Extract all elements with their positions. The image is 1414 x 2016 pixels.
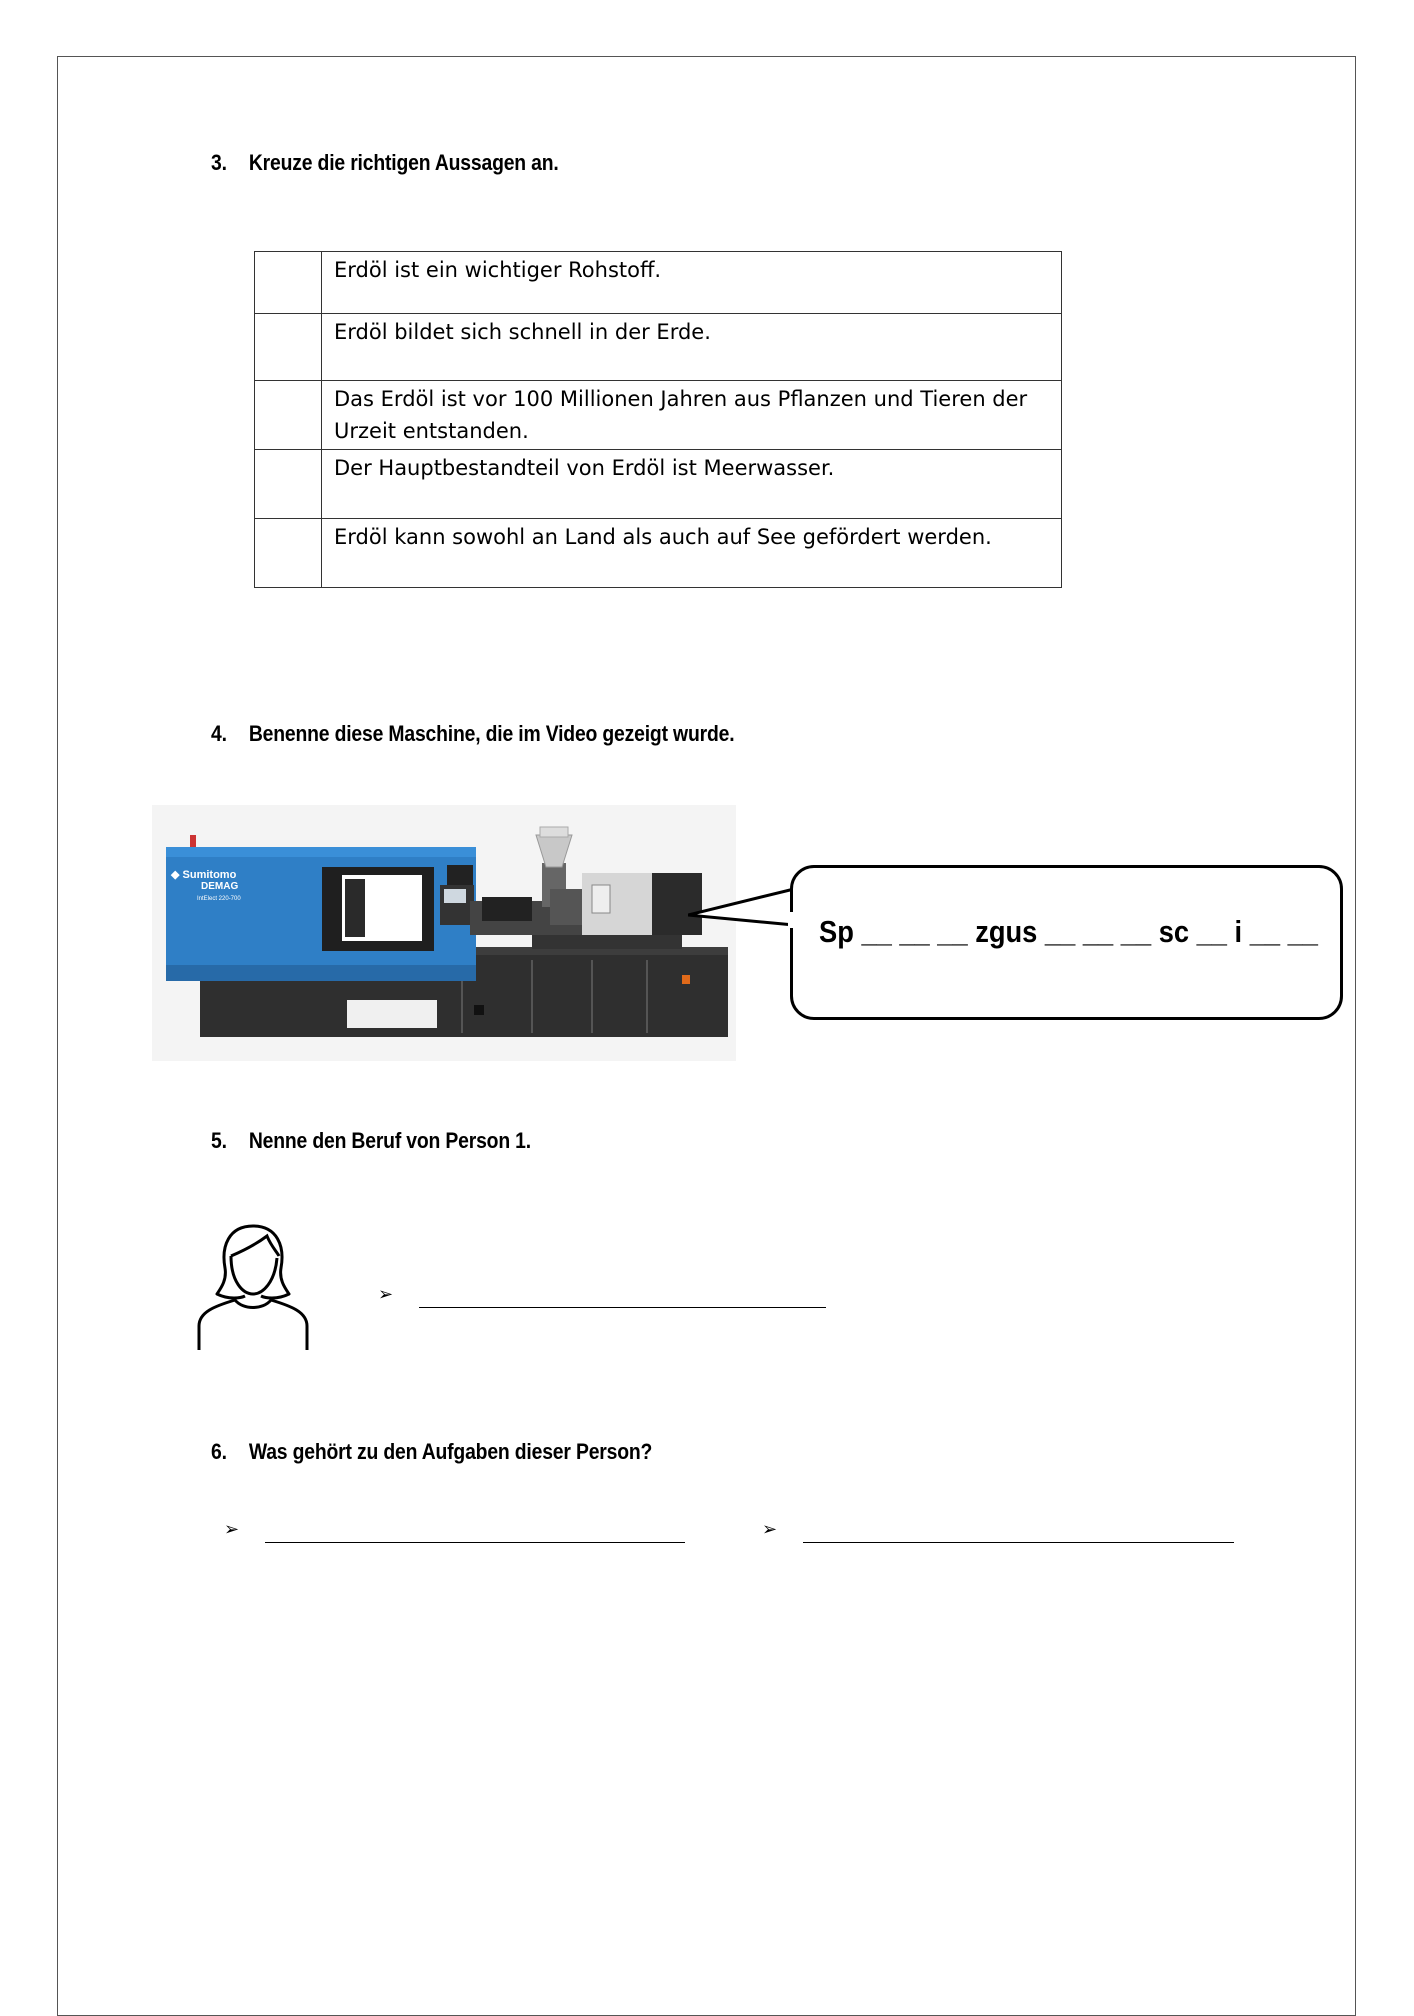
question-number: 4. xyxy=(211,721,227,746)
statements-table xyxy=(254,251,1062,588)
statement-text: Der Hauptbestandteil von Erdöl ist Meerwasser. xyxy=(322,450,1062,519)
table-row xyxy=(255,519,1062,588)
question-number: 3. xyxy=(211,150,227,175)
statement-text: Erdöl bildet sich schnell in der Erde. xyxy=(322,314,1062,381)
injection-molding-machine-image xyxy=(152,805,736,1061)
question-4-heading xyxy=(211,721,734,747)
checkbox-cell[interactable] xyxy=(255,314,322,381)
question-number: 5. xyxy=(211,1128,227,1153)
question-text: Kreuze die richtigen Aussagen an. xyxy=(248,150,559,175)
bubble-tail-joint xyxy=(788,912,796,928)
speech-bubble-tail xyxy=(688,885,798,965)
table-row xyxy=(255,252,1062,314)
checkbox-cell[interactable] xyxy=(255,450,322,519)
brand-diamond-icon: ◆ xyxy=(171,869,180,881)
arrow-bullet-icon: ➢ xyxy=(224,1519,240,1540)
statement-text: Das Erdöl ist vor 100 Millionen Jahren aus Pflanzen und Tieren der Urzeit entstanden. xyxy=(322,381,1062,450)
table-row xyxy=(255,381,1062,450)
answer-line-task-2[interactable] xyxy=(803,1542,1234,1543)
person-icon xyxy=(195,1220,311,1350)
machine-brand-label: ◆ Sumitomo DEMAG IntElect 220-700 xyxy=(171,869,241,902)
question-number: 6. xyxy=(211,1439,227,1464)
question-text: Nenne den Beruf von Person 1. xyxy=(248,1128,531,1153)
word-hint: Sp __ __ __ zgus __ __ __ sc __ i __ __ xyxy=(819,914,1318,949)
table-row xyxy=(255,314,1062,381)
question-3-heading xyxy=(211,150,559,176)
arrow-bullet-icon: ➢ xyxy=(378,1284,394,1305)
question-6-heading xyxy=(211,1439,652,1465)
checkbox-cell[interactable] xyxy=(255,381,322,450)
question-text: Was gehört zu den Aufgaben dieser Person? xyxy=(248,1439,653,1464)
question-text: Benenne diese Maschine, die im Video gezeigt wurde. xyxy=(248,721,735,746)
statement-text: Erdöl kann sowohl an Land als auch auf See gefördert werden. xyxy=(322,519,1062,588)
question-5-heading xyxy=(211,1128,531,1154)
answer-line-profession[interactable] xyxy=(419,1307,826,1308)
checkbox-cell[interactable] xyxy=(255,519,322,588)
arrow-bullet-icon: ➢ xyxy=(762,1519,778,1540)
checkbox-cell[interactable] xyxy=(255,252,322,314)
table-row xyxy=(255,450,1062,519)
answer-line-task-1[interactable] xyxy=(265,1542,685,1543)
statement-text: Erdöl ist ein wichtiger Rohstoff. xyxy=(322,252,1062,314)
speech-bubble xyxy=(790,865,1343,1020)
